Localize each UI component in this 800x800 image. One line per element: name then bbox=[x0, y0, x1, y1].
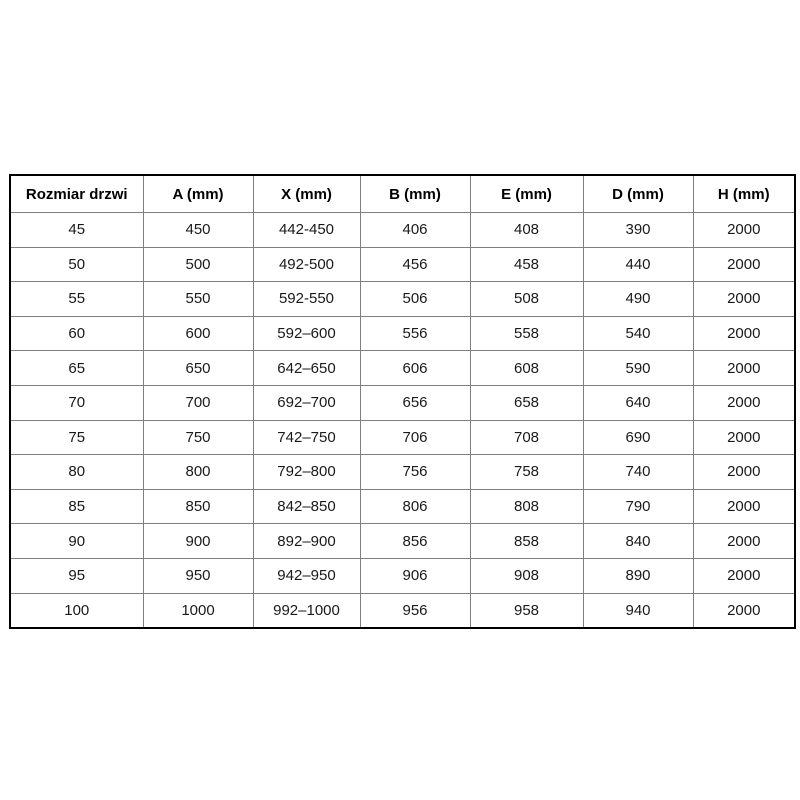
table-header-row bbox=[10, 175, 795, 213]
table-cell: 2000 bbox=[693, 489, 795, 524]
table-cell: 950 bbox=[143, 558, 253, 593]
table-cell: 958 bbox=[470, 593, 583, 628]
table-cell: 840 bbox=[583, 524, 693, 559]
table-row bbox=[10, 351, 795, 386]
table-cell: 900 bbox=[143, 524, 253, 559]
table-cell: 690 bbox=[583, 420, 693, 455]
table-cell: 706 bbox=[360, 420, 470, 455]
table-row bbox=[10, 455, 795, 490]
table-cell: 942–950 bbox=[253, 558, 360, 593]
table-cell: 790 bbox=[583, 489, 693, 524]
table-cell: 808 bbox=[470, 489, 583, 524]
table-cell: 85 bbox=[10, 489, 143, 524]
table-cell: 792–800 bbox=[253, 455, 360, 490]
table-cell: 2000 bbox=[693, 247, 795, 282]
table-cell: 890 bbox=[583, 558, 693, 593]
table-cell: 658 bbox=[470, 385, 583, 420]
table-cell: 50 bbox=[10, 247, 143, 282]
door-size-table bbox=[9, 174, 796, 629]
column-header: E (mm) bbox=[470, 175, 583, 213]
table-row bbox=[10, 213, 795, 248]
table-cell: 758 bbox=[470, 455, 583, 490]
table-cell: 1000 bbox=[143, 593, 253, 628]
table-cell: 606 bbox=[360, 351, 470, 386]
table-cell: 558 bbox=[470, 316, 583, 351]
table-cell: 500 bbox=[143, 247, 253, 282]
table-row bbox=[10, 316, 795, 351]
table-cell: 450 bbox=[143, 213, 253, 248]
table-cell: 75 bbox=[10, 420, 143, 455]
table-cell: 440 bbox=[583, 247, 693, 282]
table-cell: 800 bbox=[143, 455, 253, 490]
table-cell: 406 bbox=[360, 213, 470, 248]
table-cell: 742–750 bbox=[253, 420, 360, 455]
table-cell: 740 bbox=[583, 455, 693, 490]
table-cell: 456 bbox=[360, 247, 470, 282]
table-cell: 80 bbox=[10, 455, 143, 490]
table-cell: 608 bbox=[470, 351, 583, 386]
table-row bbox=[10, 558, 795, 593]
column-header: A (mm) bbox=[143, 175, 253, 213]
table-cell: 65 bbox=[10, 351, 143, 386]
table-cell: 60 bbox=[10, 316, 143, 351]
table-cell: 2000 bbox=[693, 385, 795, 420]
table-cell: 556 bbox=[360, 316, 470, 351]
table-row bbox=[10, 420, 795, 455]
table-cell: 842–850 bbox=[253, 489, 360, 524]
table-cell: 708 bbox=[470, 420, 583, 455]
table-body bbox=[10, 213, 795, 629]
table-cell: 656 bbox=[360, 385, 470, 420]
column-header: H (mm) bbox=[693, 175, 795, 213]
table-cell: 750 bbox=[143, 420, 253, 455]
table-cell: 442-450 bbox=[253, 213, 360, 248]
table-row bbox=[10, 282, 795, 317]
column-header: B (mm) bbox=[360, 175, 470, 213]
table-cell: 55 bbox=[10, 282, 143, 317]
table-cell: 550 bbox=[143, 282, 253, 317]
table-cell: 858 bbox=[470, 524, 583, 559]
column-header: D (mm) bbox=[583, 175, 693, 213]
table-cell: 408 bbox=[470, 213, 583, 248]
table-row bbox=[10, 385, 795, 420]
table-row bbox=[10, 489, 795, 524]
table-cell: 70 bbox=[10, 385, 143, 420]
table-header bbox=[10, 175, 795, 213]
table-cell: 390 bbox=[583, 213, 693, 248]
table-cell: 2000 bbox=[693, 351, 795, 386]
column-header: X (mm) bbox=[253, 175, 360, 213]
table-cell: 490 bbox=[583, 282, 693, 317]
table-cell: 506 bbox=[360, 282, 470, 317]
table-cell: 2000 bbox=[693, 593, 795, 628]
table-cell: 592-550 bbox=[253, 282, 360, 317]
table-cell: 650 bbox=[143, 351, 253, 386]
door-size-table-container bbox=[9, 174, 794, 629]
table-cell: 592–600 bbox=[253, 316, 360, 351]
table-cell: 856 bbox=[360, 524, 470, 559]
table-cell: 100 bbox=[10, 593, 143, 628]
table-cell: 906 bbox=[360, 558, 470, 593]
table-cell: 806 bbox=[360, 489, 470, 524]
table-cell: 992–1000 bbox=[253, 593, 360, 628]
table-cell: 692–700 bbox=[253, 385, 360, 420]
table-cell: 2000 bbox=[693, 455, 795, 490]
table-cell: 850 bbox=[143, 489, 253, 524]
table-cell: 492-500 bbox=[253, 247, 360, 282]
table-cell: 590 bbox=[583, 351, 693, 386]
table-cell: 908 bbox=[470, 558, 583, 593]
table-cell: 458 bbox=[470, 247, 583, 282]
table-cell: 940 bbox=[583, 593, 693, 628]
table-cell: 640 bbox=[583, 385, 693, 420]
table-row bbox=[10, 524, 795, 559]
table-cell: 2000 bbox=[693, 420, 795, 455]
table-cell: 45 bbox=[10, 213, 143, 248]
table-cell: 892–900 bbox=[253, 524, 360, 559]
table-cell: 756 bbox=[360, 455, 470, 490]
table-cell: 700 bbox=[143, 385, 253, 420]
table-row bbox=[10, 247, 795, 282]
table-row bbox=[10, 593, 795, 628]
table-cell: 2000 bbox=[693, 524, 795, 559]
table-cell: 95 bbox=[10, 558, 143, 593]
table-cell: 600 bbox=[143, 316, 253, 351]
table-cell: 540 bbox=[583, 316, 693, 351]
table-cell: 642–650 bbox=[253, 351, 360, 386]
table-cell: 508 bbox=[470, 282, 583, 317]
table-cell: 956 bbox=[360, 593, 470, 628]
table-cell: 90 bbox=[10, 524, 143, 559]
column-header: Rozmiar drzwi bbox=[10, 175, 143, 213]
table-cell: 2000 bbox=[693, 316, 795, 351]
table-cell: 2000 bbox=[693, 282, 795, 317]
table-cell: 2000 bbox=[693, 213, 795, 248]
table-cell: 2000 bbox=[693, 558, 795, 593]
